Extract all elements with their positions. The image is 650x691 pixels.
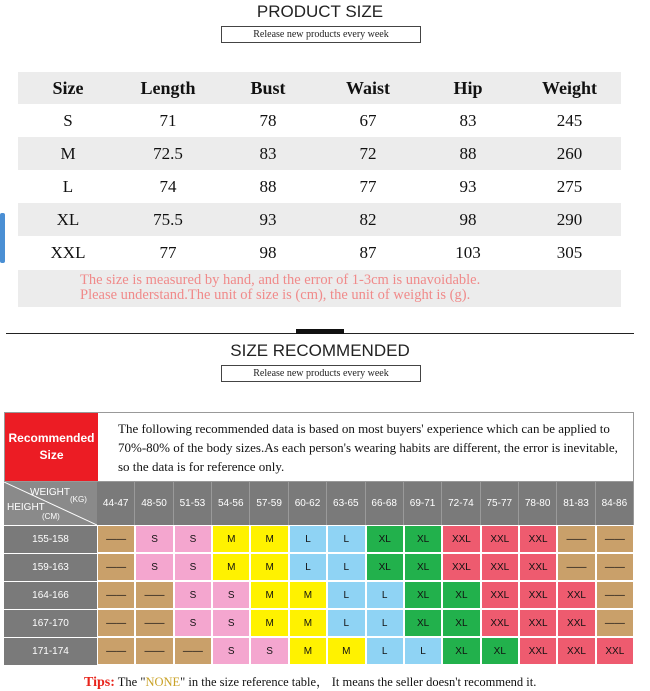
weight-header: 51-53 [174,482,212,525]
cell: 260 [556,143,583,163]
size-cell: XL [442,609,480,637]
cell: 72 [359,143,377,163]
weight-header: 44-47 [97,482,135,525]
weight-header: 60-62 [289,482,327,525]
cell: 87 [359,242,377,262]
size-cell: S [250,637,288,665]
tips-post: " in the size reference table， It means the seller doesn't recommend it. [180,675,537,689]
weight-header: 63-65 [327,482,365,525]
size-cell: M [289,637,327,665]
size-cell: L [327,581,365,609]
size-cell: —— [135,609,173,637]
cell: S [63,110,73,130]
cell: 88 [459,143,477,163]
cell: 67 [359,110,377,130]
size-cell: S [135,553,173,581]
weight-header: 66-68 [366,482,404,525]
size-cell: XL [404,553,442,581]
weight-header: 69-71 [404,482,442,525]
size-cell: M [289,581,327,609]
size-recommended-title: SIZE RECOMMENDED [230,341,410,360]
thermometer-icon [0,213,5,263]
table-header-row [18,72,621,104]
cell: 83 [259,143,277,163]
table-row [18,137,621,170]
cell: 74 [159,176,177,196]
size-cell: XL [404,581,442,609]
note-line-2: Please understand.The unit of size is (cm), the unit of weight is (g). [80,287,471,303]
size-cell: XXL [557,581,595,609]
size-cell: L [366,581,404,609]
size-cell: —— [174,637,212,665]
size-cell: —— [596,553,634,581]
table-row [18,104,621,137]
height-label: 155-158 [4,525,97,553]
weight-header: 78-80 [519,482,557,525]
weight-header: 54-56 [212,482,250,525]
recommended-size-chart [4,412,634,665]
height-label: 167-170 [4,609,97,637]
size-cell: XXL [557,637,595,665]
size-cell: M [250,609,288,637]
header-size: Size [52,77,84,98]
weight-header: 75-77 [481,482,519,525]
header-waist: Waist [345,77,390,98]
cell: 77 [359,176,377,196]
size-cell: —— [557,525,595,553]
size-cell: —— [97,553,135,581]
size-cell: S [212,637,250,665]
size-cell: M [250,581,288,609]
size-cell: XXL [557,609,595,637]
cell: 305 [556,242,583,262]
size-cell: —— [135,581,173,609]
size-cell: S [174,525,212,553]
table-row [18,236,621,269]
cell: 83 [459,110,477,130]
product-size-subtitle: Release new products every week [221,26,421,43]
size-cell: —— [97,609,135,637]
tips-label: Tips: [84,675,115,690]
size-cell: L [289,525,327,553]
cell: 93 [259,209,277,229]
size-cell: XXL [481,609,519,637]
size-cell: L [366,609,404,637]
header-bust: Bust [250,77,286,98]
weight-header: 81-83 [557,482,595,525]
size-cell: S [135,525,173,553]
weight-header: 57-59 [250,482,288,525]
size-cell: —— [97,525,135,553]
recommended-label [5,413,98,481]
note-line-1: The size is measured by hand, and the error of 1-3cm is unavoidable. [80,272,481,288]
size-cell: XXL [442,553,480,581]
product-size-table [18,72,621,269]
size-cell: L [327,525,365,553]
tips-note [84,672,536,691]
size-cell: M [327,637,365,665]
cell: 290 [556,209,583,229]
measurement-note [18,270,621,307]
size-cell: M [250,525,288,553]
size-cell: XXL [519,525,557,553]
size-cell: XXL [481,525,519,553]
cell: 98 [259,242,277,262]
size-cell: XL [366,525,404,553]
size-cell: S [174,581,212,609]
grid-corner [4,482,97,525]
weight-header: 84-86 [596,482,634,525]
size-cell: XL [442,637,480,665]
recommended-header [4,412,634,482]
size-cell: S [212,581,250,609]
size-cell: XXL [481,553,519,581]
size-cell: L [366,637,404,665]
size-cell: M [212,525,250,553]
cell: 88 [259,176,277,196]
header-weight: Weight [541,77,597,98]
size-cell: XL [442,581,480,609]
corner-cm: (CM) [42,512,60,521]
cell: M [60,143,76,163]
size-cell: XL [366,553,404,581]
size-cell: —— [97,637,135,665]
cell: 103 [455,242,481,262]
size-cell: —— [596,609,634,637]
cell: 72.5 [153,143,183,163]
corner-height: HEIGHT [7,502,45,513]
size-cell: XXL [519,553,557,581]
size-cell: S [212,609,250,637]
size-cell: L [404,637,442,665]
corner-kg: (KG) [70,495,87,504]
size-cell: XXL [519,609,557,637]
height-label: 171-174 [4,637,97,665]
header-length: Length [140,77,196,98]
size-cell: M [212,553,250,581]
recommended-description: The following recommended data is based on most buyers' experience which can be applied to 70%-80% of the body sizes.As each person's wearing habits are different, the error is inevitable, so the data is for reference only. [118,421,618,474]
size-cell: L [327,553,365,581]
weight-header: 72-74 [442,482,480,525]
tips-pre: The " [114,675,146,689]
size-cell: XXL [519,581,557,609]
cell: 75.5 [153,209,183,229]
size-cell: —— [97,581,135,609]
size-cell: —— [135,637,173,665]
size-cell: —— [596,525,634,553]
weight-header: 48-50 [135,482,173,525]
table-row [18,203,621,236]
size-cell: —— [557,553,595,581]
size-cell: XL [481,637,519,665]
divider-accent [296,329,344,334]
size-cell: XXL [519,637,557,665]
size-cell: XXL [481,581,519,609]
size-cell: XXL [442,525,480,553]
cell: XXL [50,242,86,262]
size-cell: M [289,609,327,637]
size-cell: S [174,553,212,581]
size-cell: L [327,609,365,637]
product-size-title: PRODUCT SIZE [256,2,384,21]
size-cell: S [174,609,212,637]
size-grid [4,482,634,665]
size-recommended-subtitle: Release new products every week [221,365,421,382]
cell: 77 [159,242,177,262]
height-label: 159-163 [4,553,97,581]
size-cell: XL [404,525,442,553]
cell: 71 [159,110,177,130]
cell: 78 [259,110,277,130]
cell: 82 [359,209,377,229]
cell: 245 [556,110,583,130]
cell: 275 [556,176,583,196]
cell: XL [56,209,80,229]
corner-weight: WEIGHT [30,487,70,498]
cell: L [62,176,74,196]
table-row [18,170,621,203]
cell: 98 [459,209,477,229]
size-cell: XL [404,609,442,637]
height-label: 164-166 [4,581,97,609]
size-cell: M [250,553,288,581]
tips-none: NONE [145,675,181,689]
header-hip: Hip [453,77,483,98]
size-cell: —— [596,581,634,609]
recommended-label-line2: Size [39,448,64,462]
recommended-label-line1: Recommended [8,431,95,445]
size-cell: XXL [596,637,634,665]
cell: 93 [459,176,477,196]
size-cell: L [289,553,327,581]
